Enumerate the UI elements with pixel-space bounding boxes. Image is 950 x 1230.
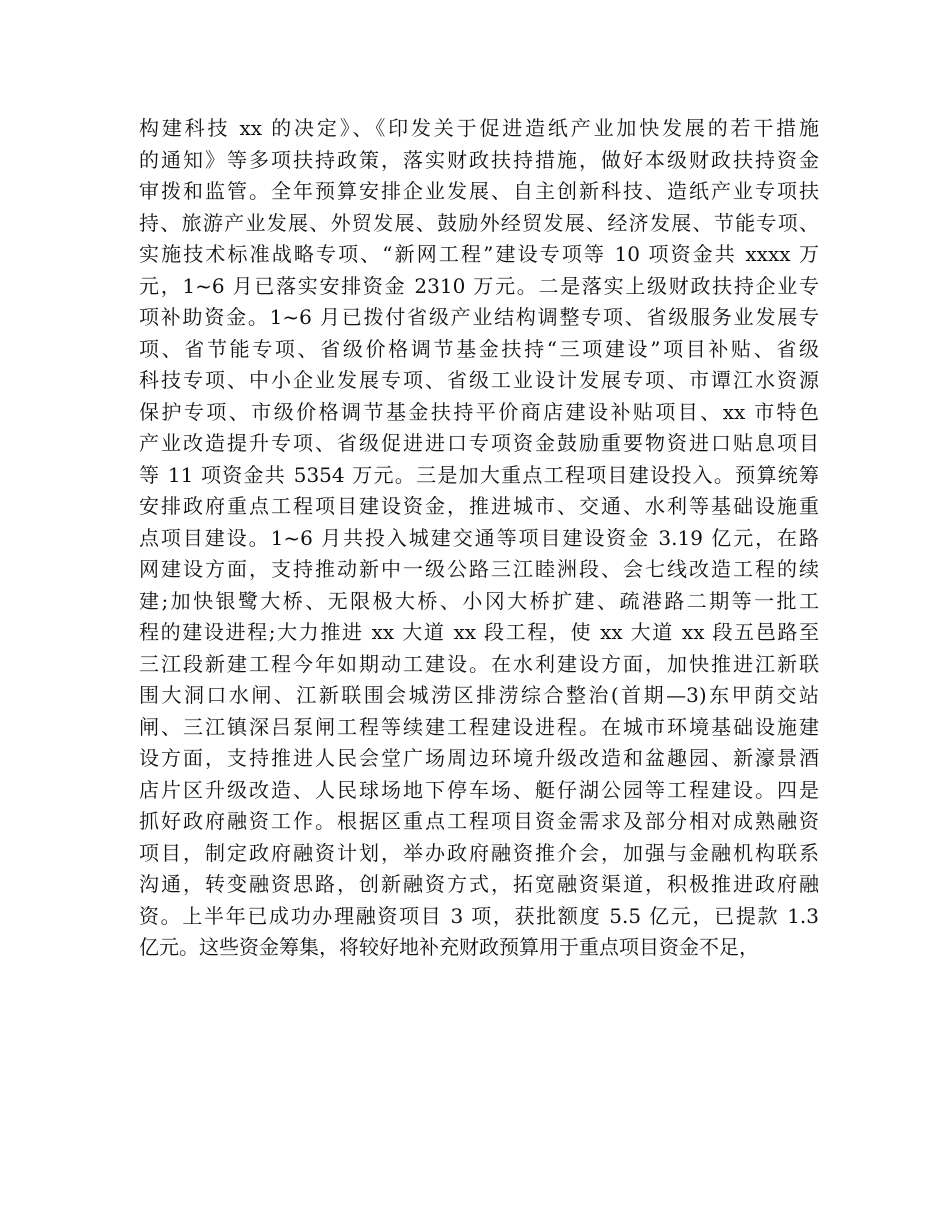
text-line: 程的建设进程;大力推进 xx 大道 xx 段工程，使 xx 大道 xx 段五邑路至 — [139, 620, 819, 644]
text-line: 三江段新建工程今年如期动工建设。在水利建设方面，加快推进江新联 — [139, 651, 819, 676]
body-paragraph — [139, 113, 819, 964]
text-line: 元，1~6 月已落实安排资金 2310 万元。二是落实上级财政扶持企业专 — [139, 273, 819, 298]
text-line: 实施技术标准战略专项、“新网工程”建设专项等 10 项资金共 xxxx 万 — [139, 242, 819, 266]
text-line: 审拨和监管。全年预算安排企业发展、自主创新科技、造纸产业专项扶 — [139, 179, 819, 203]
text-line: 持、旅游产业发展、外贸发展、鼓励外经贸发展、经济发展、节能专项、 — [139, 210, 819, 235]
text-line: 点项目建设。1~6 月共投入城建交通等项目建设资金 3.19 亿元，在路 — [139, 525, 819, 550]
text-line: 项目，制定政府融资计划，举办政府融资推介会，加强与金融机构联系 — [139, 840, 819, 865]
text-line: 围大洞口水闸、江新联围会城涝区排涝综合整治(首期—3)东甲荫交站 — [139, 683, 819, 707]
text-line: 的通知》等多项扶持政策，落实财政扶持措施，做好本级财政扶持资金 — [139, 147, 819, 172]
text-line: 等 11 项资金共 5354 万元。三是加大重点工程项目建设投入。预算统筹 — [139, 462, 819, 487]
text-line: 网建设方面，支持推动新中一级公路三江睦洲段、会七线改造工程的续 — [139, 557, 819, 581]
text-line: 项、省节能专项、省级价格调节基金扶持“三项建设”项目补贴、省级 — [139, 336, 819, 361]
text-line: 资。上半年已成功办理融资项目 3 项，获批额度 5.5 亿元，已提款 1.3 — [139, 903, 819, 928]
text-line: 店片区升级改造、人民球场地下停车场、艇仔湖公园等工程建设。四是 — [139, 777, 819, 802]
text-line: 项补助资金。1~6 月已拨付省级产业结构调整专项、省级服务业发展专 — [139, 305, 819, 329]
text-line: 建;加快银鹭大桥、无限极大桥、小冈大桥扩建、疏港路二期等一批工 — [139, 588, 819, 613]
text-line: 构建科技 xx 的决定》、《印发关于促进造纸产业加快发展的若干措施 — [139, 116, 819, 140]
text-line: 沟通，转变融资思路，创新融资方式，拓宽融资渠道，积极推进政府融 — [139, 872, 819, 896]
text-line: 设方面，支持推进人民会堂广场周边环境升级改造和盆趣园、新濠景酒 — [139, 746, 819, 770]
text-line: 科技专项、中小企业发展专项、省级工业设计发展专项、市谭江水资源 — [139, 368, 819, 392]
text-line: 闸、三江镇深吕泵闸工程等续建工程建设进程。在城市环境基础设施建 — [139, 714, 819, 739]
text-line: 保护专项、市级价格调节基金扶持平价商店建设补贴项目、xx 市特色 — [139, 399, 819, 424]
text-line: 亿元。这些资金筹集，将较好地补充财政预算用于重点项目资金不足， — [139, 935, 759, 959]
text-line: 产业改造提升专项、省级促进进口专项资金鼓励重要物资进口贴息项目 — [139, 431, 819, 455]
text-line: 抓好政府融资工作。根据区重点工程项目资金需求及部分相对成熟融资 — [139, 809, 819, 833]
text-line: 安排政府重点工程项目建设资金，推进城市、交通、水利等基础设施重 — [139, 494, 819, 518]
